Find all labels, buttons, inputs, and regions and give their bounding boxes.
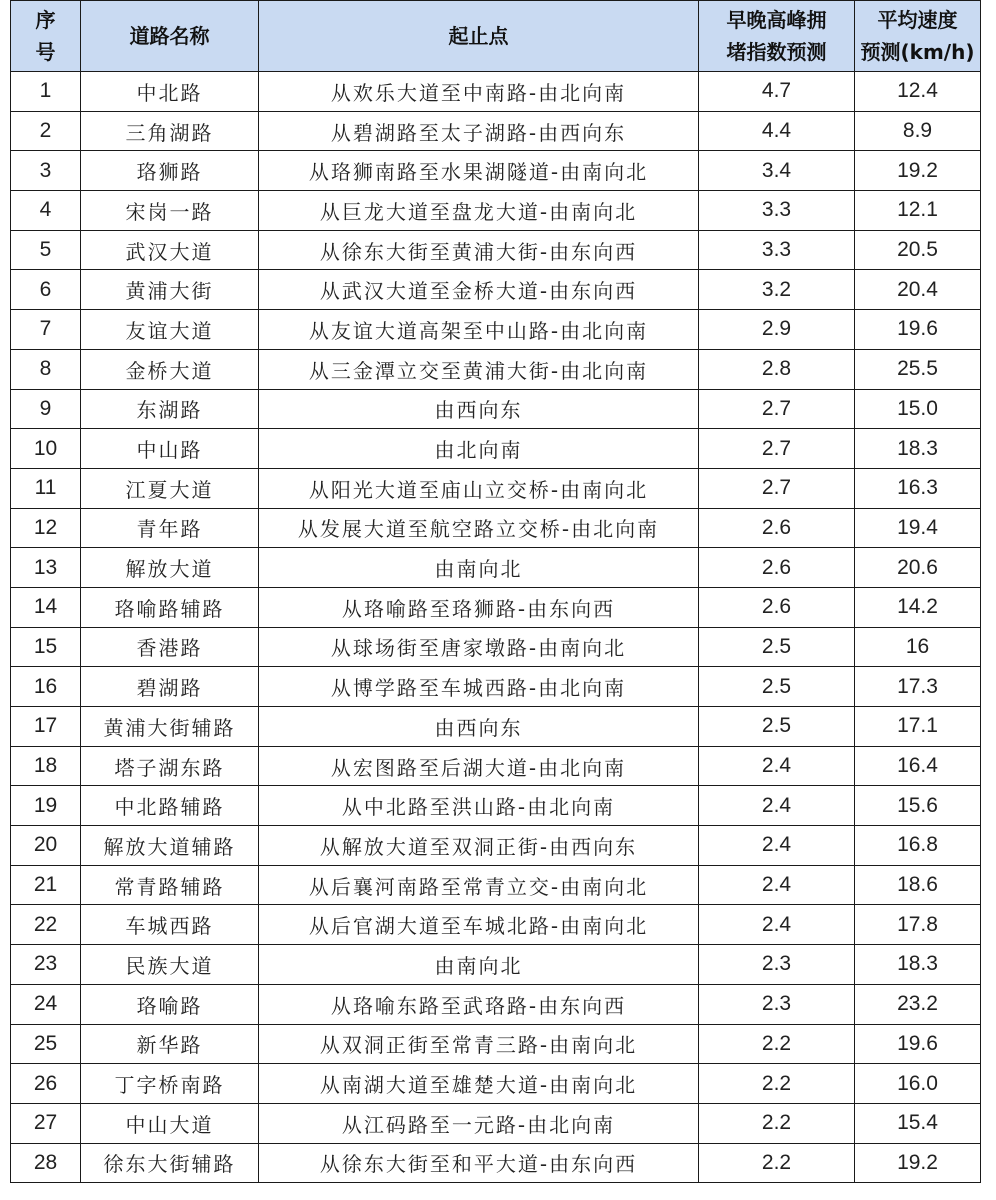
cell-road-name: 徐东大街辅路 (81, 1143, 259, 1183)
cell-average-speed: 12.1 (855, 191, 981, 231)
cell-congestion-index: 3.3 (699, 230, 855, 270)
table-row (11, 389, 981, 429)
cell-congestion-index: 2.2 (699, 1143, 855, 1183)
cell-span: 从后襄河南路至常青立交-由南向北 (259, 865, 699, 905)
table-row (11, 310, 981, 350)
header-speed-line1: 平均速度 (877, 8, 958, 32)
cell-average-speed: 16.3 (855, 468, 981, 508)
cell-index: 26 (11, 1064, 81, 1104)
cell-span: 从南湖大道至雄楚大道-由南向北 (259, 1064, 699, 1104)
table-row (11, 468, 981, 508)
header-congestion (699, 1, 855, 72)
cell-road-name: 宋岗一路 (81, 191, 259, 231)
cell-span: 从球场街至唐家墩路-由南向北 (259, 627, 699, 667)
cell-congestion-index: 2.7 (699, 429, 855, 469)
cell-average-speed: 20.6 (855, 548, 981, 588)
cell-average-speed: 18.3 (855, 429, 981, 469)
cell-span: 从解放大道至双洞正街-由西向东 (259, 826, 699, 866)
cell-road-name: 黄浦大街辅路 (81, 707, 259, 747)
header-congestion-line1: 早晚高峰拥 (726, 8, 827, 32)
cell-average-speed: 20.5 (855, 230, 981, 270)
cell-average-speed: 19.2 (855, 151, 981, 191)
cell-span: 由南向北 (259, 945, 699, 985)
header-row (11, 1, 981, 72)
cell-index: 13 (11, 548, 81, 588)
table-row (11, 111, 981, 151)
cell-span: 由南向北 (259, 548, 699, 588)
congestion-table (10, 0, 981, 1183)
cell-average-speed: 16.0 (855, 1064, 981, 1104)
cell-index: 24 (11, 984, 81, 1024)
cell-index: 8 (11, 349, 81, 389)
table-row (11, 72, 981, 112)
cell-congestion-index: 4.7 (699, 72, 855, 112)
cell-index: 6 (11, 270, 81, 310)
cell-road-name: 珞狮路 (81, 151, 259, 191)
cell-span: 从碧湖路至太子湖路-由西向东 (259, 111, 699, 151)
table-row (11, 826, 981, 866)
cell-congestion-index: 2.5 (699, 707, 855, 747)
table-row (11, 1064, 981, 1104)
cell-congestion-index: 3.3 (699, 191, 855, 231)
cell-congestion-index: 2.6 (699, 548, 855, 588)
table-row (11, 786, 981, 826)
cell-road-name: 青年路 (81, 508, 259, 548)
header-span: 起止点 (259, 1, 699, 72)
cell-average-speed: 17.8 (855, 905, 981, 945)
cell-road-name: 解放大道 (81, 548, 259, 588)
cell-span: 从友谊大道高架至中山路-由北向南 (259, 310, 699, 350)
cell-road-name: 中山大道 (81, 1103, 259, 1143)
cell-span: 从中北路至洪山路-由北向南 (259, 786, 699, 826)
cell-average-speed: 17.3 (855, 667, 981, 707)
header-road: 道路名称 (81, 1, 259, 72)
cell-congestion-index: 2.3 (699, 945, 855, 985)
cell-congestion-index: 2.2 (699, 1024, 855, 1064)
cell-index: 2 (11, 111, 81, 151)
cell-average-speed: 15.6 (855, 786, 981, 826)
cell-road-name: 黄浦大街 (81, 270, 259, 310)
cell-index: 22 (11, 905, 81, 945)
cell-span: 由西向东 (259, 707, 699, 747)
header-speed-line2: 预测(km/h) (860, 40, 975, 64)
cell-congestion-index: 2.4 (699, 865, 855, 905)
cell-index: 5 (11, 230, 81, 270)
cell-index: 28 (11, 1143, 81, 1183)
cell-span: 从徐东大街至和平大道-由东向西 (259, 1143, 699, 1183)
cell-road-name: 车城西路 (81, 905, 259, 945)
cell-span: 由西向东 (259, 389, 699, 429)
table-row (11, 191, 981, 231)
table-row (11, 1143, 981, 1183)
cell-average-speed: 16.4 (855, 746, 981, 786)
cell-congestion-index: 2.3 (699, 984, 855, 1024)
cell-index: 11 (11, 468, 81, 508)
cell-index: 10 (11, 429, 81, 469)
cell-index: 23 (11, 945, 81, 985)
cell-span: 从巨龙大道至盘龙大道-由南向北 (259, 191, 699, 231)
cell-average-speed: 18.6 (855, 865, 981, 905)
cell-average-speed: 16.8 (855, 826, 981, 866)
cell-span: 从武汉大道至金桥大道-由东向西 (259, 270, 699, 310)
table-row (11, 349, 981, 389)
congestion-table-container (10, 0, 980, 1183)
cell-congestion-index: 2.5 (699, 667, 855, 707)
cell-span: 从后官湖大道至车城北路-由南向北 (259, 905, 699, 945)
table-row (11, 151, 981, 191)
cell-congestion-index: 2.7 (699, 389, 855, 429)
cell-span: 从珞狮南路至水果湖隧道-由南向北 (259, 151, 699, 191)
cell-average-speed: 19.6 (855, 310, 981, 350)
cell-span: 从阳光大道至庙山立交桥-由南向北 (259, 468, 699, 508)
cell-road-name: 武汉大道 (81, 230, 259, 270)
cell-index: 17 (11, 707, 81, 747)
header-index-line2: 号 (35, 40, 56, 64)
cell-index: 3 (11, 151, 81, 191)
table-row (11, 627, 981, 667)
cell-road-name: 新华路 (81, 1024, 259, 1064)
cell-average-speed: 23.2 (855, 984, 981, 1024)
cell-road-name: 珞喻路辅路 (81, 587, 259, 627)
cell-average-speed: 15.4 (855, 1103, 981, 1143)
table-header (11, 1, 981, 72)
cell-index: 16 (11, 667, 81, 707)
cell-index: 14 (11, 587, 81, 627)
cell-average-speed: 20.4 (855, 270, 981, 310)
cell-index: 27 (11, 1103, 81, 1143)
cell-index: 7 (11, 310, 81, 350)
cell-road-name: 江夏大道 (81, 468, 259, 508)
cell-average-speed: 17.1 (855, 707, 981, 747)
cell-span: 从三金潭立交至黄浦大街-由北向南 (259, 349, 699, 389)
cell-index: 9 (11, 389, 81, 429)
cell-average-speed: 19.2 (855, 1143, 981, 1183)
table-row (11, 746, 981, 786)
cell-congestion-index: 3.2 (699, 270, 855, 310)
table-row (11, 508, 981, 548)
cell-road-name: 民族大道 (81, 945, 259, 985)
cell-span: 从宏图路至后湖大道-由北向南 (259, 746, 699, 786)
cell-average-speed: 15.0 (855, 389, 981, 429)
cell-span: 从博学路至车城西路-由北向南 (259, 667, 699, 707)
cell-average-speed: 12.4 (855, 72, 981, 112)
cell-span: 由北向南 (259, 429, 699, 469)
cell-congestion-index: 2.6 (699, 587, 855, 627)
table-row (11, 548, 981, 588)
cell-index: 20 (11, 826, 81, 866)
cell-road-name: 中北路 (81, 72, 259, 112)
cell-road-name: 塔子湖东路 (81, 746, 259, 786)
cell-road-name: 金桥大道 (81, 349, 259, 389)
cell-span: 从珞喻东路至武珞路-由东向西 (259, 984, 699, 1024)
cell-road-name: 解放大道辅路 (81, 826, 259, 866)
cell-span: 从江码路至一元路-由北向南 (259, 1103, 699, 1143)
cell-average-speed: 18.3 (855, 945, 981, 985)
cell-span: 从欢乐大道至中南路-由北向南 (259, 72, 699, 112)
cell-index: 19 (11, 786, 81, 826)
table-row (11, 270, 981, 310)
cell-road-name: 东湖路 (81, 389, 259, 429)
cell-congestion-index: 2.8 (699, 349, 855, 389)
table-row (11, 230, 981, 270)
cell-average-speed: 16 (855, 627, 981, 667)
cell-average-speed: 25.5 (855, 349, 981, 389)
cell-road-name: 珞喻路 (81, 984, 259, 1024)
table-row (11, 1103, 981, 1143)
cell-index: 1 (11, 72, 81, 112)
cell-congestion-index: 2.6 (699, 508, 855, 548)
table-row (11, 667, 981, 707)
cell-congestion-index: 2.5 (699, 627, 855, 667)
cell-congestion-index: 2.4 (699, 905, 855, 945)
cell-road-name: 碧湖路 (81, 667, 259, 707)
cell-average-speed: 19.6 (855, 1024, 981, 1064)
table-body (11, 72, 981, 1183)
cell-road-name: 丁字桥南路 (81, 1064, 259, 1104)
cell-average-speed: 19.4 (855, 508, 981, 548)
cell-road-name: 中山路 (81, 429, 259, 469)
cell-average-speed: 8.9 (855, 111, 981, 151)
cell-road-name: 三角湖路 (81, 111, 259, 151)
cell-index: 15 (11, 627, 81, 667)
cell-average-speed: 14.2 (855, 587, 981, 627)
cell-congestion-index: 3.4 (699, 151, 855, 191)
table-row (11, 707, 981, 747)
cell-index: 4 (11, 191, 81, 231)
cell-index: 25 (11, 1024, 81, 1064)
cell-congestion-index: 2.7 (699, 468, 855, 508)
header-congestion-line2: 堵指数预测 (726, 40, 827, 64)
table-row (11, 1024, 981, 1064)
cell-index: 21 (11, 865, 81, 905)
cell-congestion-index: 2.2 (699, 1103, 855, 1143)
cell-congestion-index: 2.4 (699, 826, 855, 866)
header-speed (855, 1, 981, 72)
cell-road-name: 香港路 (81, 627, 259, 667)
header-index (11, 1, 81, 72)
cell-road-name: 友谊大道 (81, 310, 259, 350)
cell-span: 从发展大道至航空路立交桥-由北向南 (259, 508, 699, 548)
cell-index: 12 (11, 508, 81, 548)
cell-congestion-index: 2.4 (699, 746, 855, 786)
table-row (11, 865, 981, 905)
cell-span: 从双洞正街至常青三路-由南向北 (259, 1024, 699, 1064)
cell-congestion-index: 2.9 (699, 310, 855, 350)
cell-index: 18 (11, 746, 81, 786)
cell-road-name: 常青路辅路 (81, 865, 259, 905)
table-row (11, 587, 981, 627)
table-row (11, 429, 981, 469)
cell-congestion-index: 2.2 (699, 1064, 855, 1104)
header-index-line1: 序 (35, 8, 56, 32)
cell-span: 从徐东大街至黄浦大街-由东向西 (259, 230, 699, 270)
cell-congestion-index: 4.4 (699, 111, 855, 151)
table-row (11, 984, 981, 1024)
table-row (11, 945, 981, 985)
cell-congestion-index: 2.4 (699, 786, 855, 826)
table-row (11, 905, 981, 945)
cell-road-name: 中北路辅路 (81, 786, 259, 826)
cell-span: 从珞喻路至珞狮路-由东向西 (259, 587, 699, 627)
